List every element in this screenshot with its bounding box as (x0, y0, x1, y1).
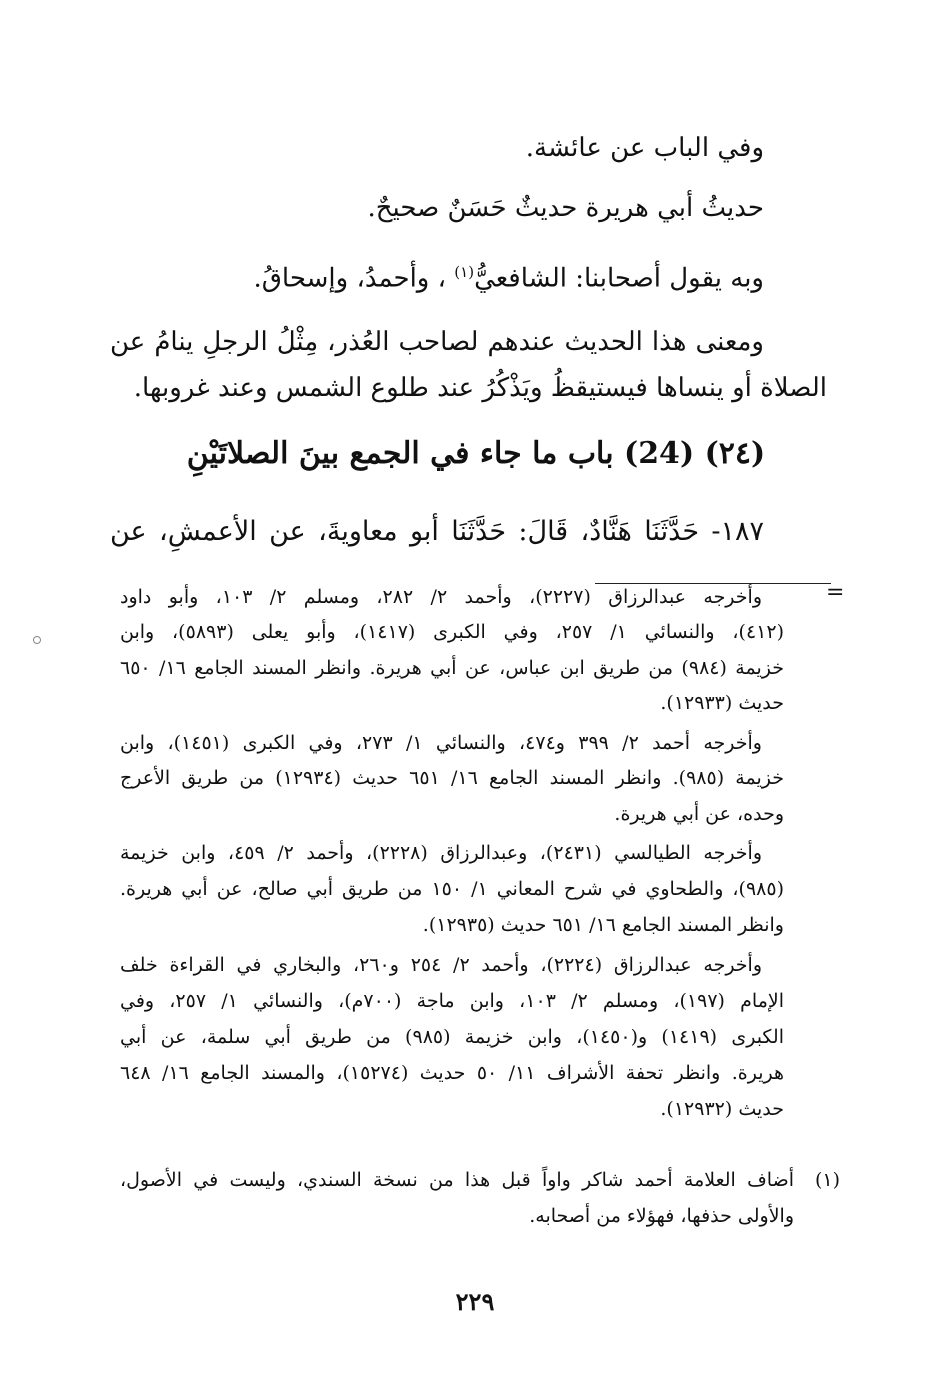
footnote-1-line1: أضاف العلامة أحمد شاكر واواً قبل هذا من نسخة السندي، وليست في الأصول، (120, 1169, 794, 1191)
hadith-narration: ١٨٧- حَدَّثَنَا هَنَّادٌ، قَالَ: حَدَّثَنَا أبو معاويةَ، عن الأعمشِ، عن (110, 516, 764, 547)
footnote-p3-line1: وأخرجه الطيالسي (٢٤٣١)، وعبدالرزاق (٢٢٢٨)، وأحمد ٢/ ٤٥٩، وابن خزيمة (120, 842, 762, 864)
footnote-p2-line3: وحده، عن أبي هريرة. (614, 803, 784, 825)
page-number: ٢٢٩ (455, 1287, 495, 1316)
text-line-4: ومعنى هذا الحديث عندهم لصاحب العُذر، مِثْلُ الرجلِ ينامُ عن (110, 327, 764, 357)
footnote-p2-line2: خزيمة (٩٨٥). وانظر المسند الجامع ١٦/ ٦٥١ حديث (١٢٩٣٤) من طريق الأعرج (120, 767, 784, 789)
text-line-3 (110, 252, 764, 299)
line3-start: وبه يقول أصحابنا: الشافعيُّ (474, 263, 764, 294)
footnote-p2-line1: وأخرجه أحمد ٢/ ٣٩٩ و٤٧٤، والنسائي ١/ ٢٧٣، وفي الكبرى (١٤٥١)، وابن (120, 732, 762, 754)
line3-end: ، وأحمدُ، وإسحاقُ. (253, 263, 447, 294)
footnote-1-line2: والأولى حذفها، فهؤلاء من أصحابه. (529, 1205, 794, 1227)
footnote-p1-line2: (٤١٢)، والنسائي ١/ ٢٥٧، وفي الكبرى (١٤١٧)، وأبو يعلى (٥٨٩٣)، وابن (120, 621, 785, 643)
footnote-p4-line2: الإمام (١٩٧)، ومسلم ٢/ ١٠٣، وابن ماجة (٧٠٠م)، والنسائي ١/ ٢٥٧، وفي (120, 990, 784, 1012)
footnote-p4-line4: هريرة. وانظر تحفة الأشراف ١١/ ٥٠ حديث (١٥٢٧٤)، والمسند الجامع ١٦/ ٦٤٨ (120, 1062, 784, 1084)
footnote-p3-line3: وانظر المسند الجامع ١٦/ ٦٥١ حديث (١٢٩٣٥). (422, 914, 784, 936)
footnote-p4-line1: وأخرجه عبدالرزاق (٢٢٢٤)، وأحمد ٢/ ٢٥٤ و٢٦٠، والبخاري في القراءة خلف (120, 954, 763, 976)
footnote-p4-line3: الكبرى (١٤١٩) و(١٤٥٠)، وابن خزيمة (٩٨٥) من طريق أبي سلمة، عن أبي (120, 1026, 784, 1048)
footnote-p4-line5: حديث (١٢٩٣٢). (660, 1098, 784, 1120)
footnote-p1-line3: خزيمة (٩٨٤) من طريق ابن عباس، عن أبي هريرة. وانظر المسند الجامع ١٦/ ٦٥٠ (120, 657, 784, 679)
text-line-1: وفي الباب عن عائشة. (525, 133, 764, 163)
chapter-heading: (٢٤) (24) باب ما جاء في الجمع بينَ الصلاتَيْنِ (186, 436, 766, 471)
text-line-5: الصلاة أو ينساها فيستيقظُ ويَذْكُرُ عند طلوع الشمس وعند غروبها. (133, 373, 827, 403)
continuation-mark: = (826, 580, 845, 605)
footnote-p3-line2: (٩٨٥)، والطحاوي في شرح المعاني ١/ ١٥٠ من طريق أبي صالح، عن أبي هريرة. (120, 878, 784, 900)
footnote-1-number: (١) (814, 1169, 840, 1191)
footnote-ref-1: (١) (454, 263, 475, 281)
footnote-p1-line4: حديث (١٢٩٣٣). (660, 692, 784, 714)
margin-dot (33, 636, 41, 644)
text-line-2: حديثُ أبي هريرة حديثٌ حَسَنٌ صحيحٌ. (367, 193, 764, 223)
footnote-p1-line1: وأخرجه عبدالرزاق (٢٢٢٧)، وأحمد ٢/ ٢٨٢، ومسلم ٢/ ١٠٣، وأبو داود (120, 586, 762, 608)
